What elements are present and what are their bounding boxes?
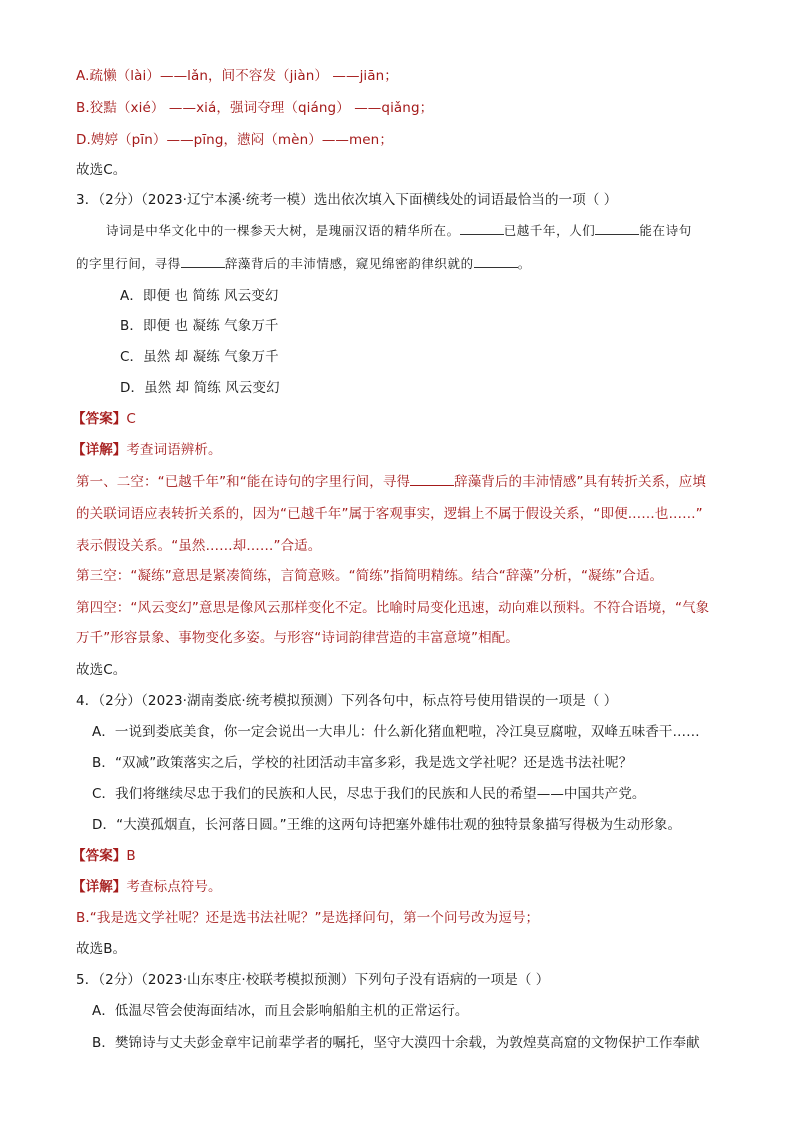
passage-text: 。 — [517, 256, 531, 271]
answer-line-b: B.狡黠（xié） ——xiá，强词夺理（qiáng） ——qiǎng； — [76, 100, 434, 116]
detail-3 — [72, 440, 222, 460]
conclusion-text: 故选C。 — [76, 662, 127, 678]
fill-blank — [410, 473, 454, 486]
detail-4 — [72, 877, 222, 897]
answer-line-d: D.娉婷（pīn）——pīng，懑闷（mèn）——men； — [76, 132, 393, 148]
explanation-line-2: 的关联词语应表转折关系的，因为“已越千年”属于客观事实，逻辑上不属于假设关系，“即便……也……” — [76, 506, 703, 522]
option-d: D．“大漠孤烟直，长河落日圆。”王维的这两句诗把塞外雄伟壮观的独特景象描写得极为生动形象。 — [92, 817, 682, 833]
fill-blank — [595, 222, 639, 235]
explanation-line-6: 万千”形容景象、事物变化多姿。与形容“诗词韵律营造的丰富意境”相配。 — [76, 630, 519, 646]
explanation-line-5: 第四空：“风云变幻”意思是像风云那样变化不定。比喻时局变化迅速，动向难以预料。不符合语境，“气象 — [76, 600, 710, 616]
fill-blank — [460, 222, 504, 235]
question-3-stem: 3．（2分）（2023·辽宁本溪·统考一模）选出依次填入下面横线处的词语最恰当的一项（ ） — [76, 192, 618, 208]
answer-line-a: A.疏懒（lài）——lǎn，间不容发（jiàn） ——jiān； — [76, 68, 398, 84]
option-a: A．低温尽管会使海面结冰，而且会影响船舶主机的正常运行。 — [92, 1003, 469, 1019]
explanation-text: 辞藻背后的丰沛情感”具有转折关系，应填 — [454, 474, 706, 490]
option-c: C．我们将继续尽忠于我们的民族和人民，尽忠于我们的民族和人民的希望——中国共产党。 — [92, 786, 646, 802]
answer-tag: 【答案】 — [72, 411, 127, 427]
conclusion-text: 故选C。 — [76, 162, 127, 178]
detail-tag: 【详解】 — [72, 442, 127, 458]
question-3-passage-line-1 — [106, 221, 692, 241]
option-a: A．一说到娄底美食，你一定会说出一大串儿：什么新化猪血粑啦，冷江臭豆腐啦，双峰五味香干…… — [92, 724, 700, 740]
option-b: B．即便 也 凝练 气象万千 — [120, 318, 279, 334]
answer-value: B — [126, 848, 136, 864]
fill-blank — [181, 255, 225, 268]
answer-3 — [72, 409, 136, 429]
option-a: A．即便 也 简练 风云变幻 — [120, 288, 279, 304]
question-4-stem: 4．（2分）（2023·湖南娄底·统考模拟预测）下列各句中，标点符号使用错误的一项是（ ） — [76, 693, 618, 709]
passage-text: 诗词是中华文化中的一棵参天大树，是瑰丽汉语的精华所在。 — [106, 223, 460, 238]
answer-tag: 【答案】 — [72, 848, 127, 864]
answer-4 — [72, 846, 136, 866]
question-5-stem: 5．（2分）（2023·山东枣庄·校联考模拟预测）下列句子没有语病的一项是（ ） — [76, 972, 550, 988]
passage-text: 能在诗句 — [639, 223, 692, 238]
option-b: B．樊锦诗与丈夫彭金章牢记前辈学者的嘱托，坚守大漠四十余载，为敦煌莫高窟的文物保护工作奉献 — [92, 1035, 700, 1051]
detail-tag: 【详解】 — [72, 879, 127, 895]
option-b: B．“双减”政策落实之后，学校的社团活动丰富多彩，我是选文学社呢？还是选书法社呢？ — [92, 755, 633, 771]
detail-value: 考查标点符号。 — [126, 879, 222, 895]
explanation-line-1 — [76, 472, 706, 492]
option-d: D．虽然 却 简练 风云变幻 — [120, 380, 280, 396]
fill-blank — [474, 255, 518, 268]
option-c: C．虽然 却 凝练 气象万千 — [120, 349, 279, 365]
passage-text: 的字里行间，寻得 — [76, 256, 181, 271]
detail-value: 考查词语辨析。 — [126, 442, 222, 458]
explanation-line-4: 第三空：“凝练”意思是紧凑简练，言简意赅。“简练”指简明精练。结合“辞藻”分析，“凝练”合适。 — [76, 568, 664, 584]
conclusion-text: 故选B。 — [76, 941, 127, 957]
explanation-text: 第一、二空：“已越千年”和“能在诗句的字里行间，寻得 — [76, 474, 411, 490]
explanation-line-3: 表示假设关系。“虽然……却……”合适。 — [76, 538, 322, 554]
passage-text: 已越千年，人们 — [503, 223, 596, 238]
passage-text: 辞藻背后的丰沛情感，窥见绵密韵律织就的 — [224, 256, 474, 271]
answer-value: C — [126, 411, 136, 427]
explanation-line: B.“我是选文学社呢？还是选书法社呢？”是选择问句，第一个问号改为逗号； — [76, 910, 540, 926]
question-3-passage-line-2 — [76, 254, 531, 274]
